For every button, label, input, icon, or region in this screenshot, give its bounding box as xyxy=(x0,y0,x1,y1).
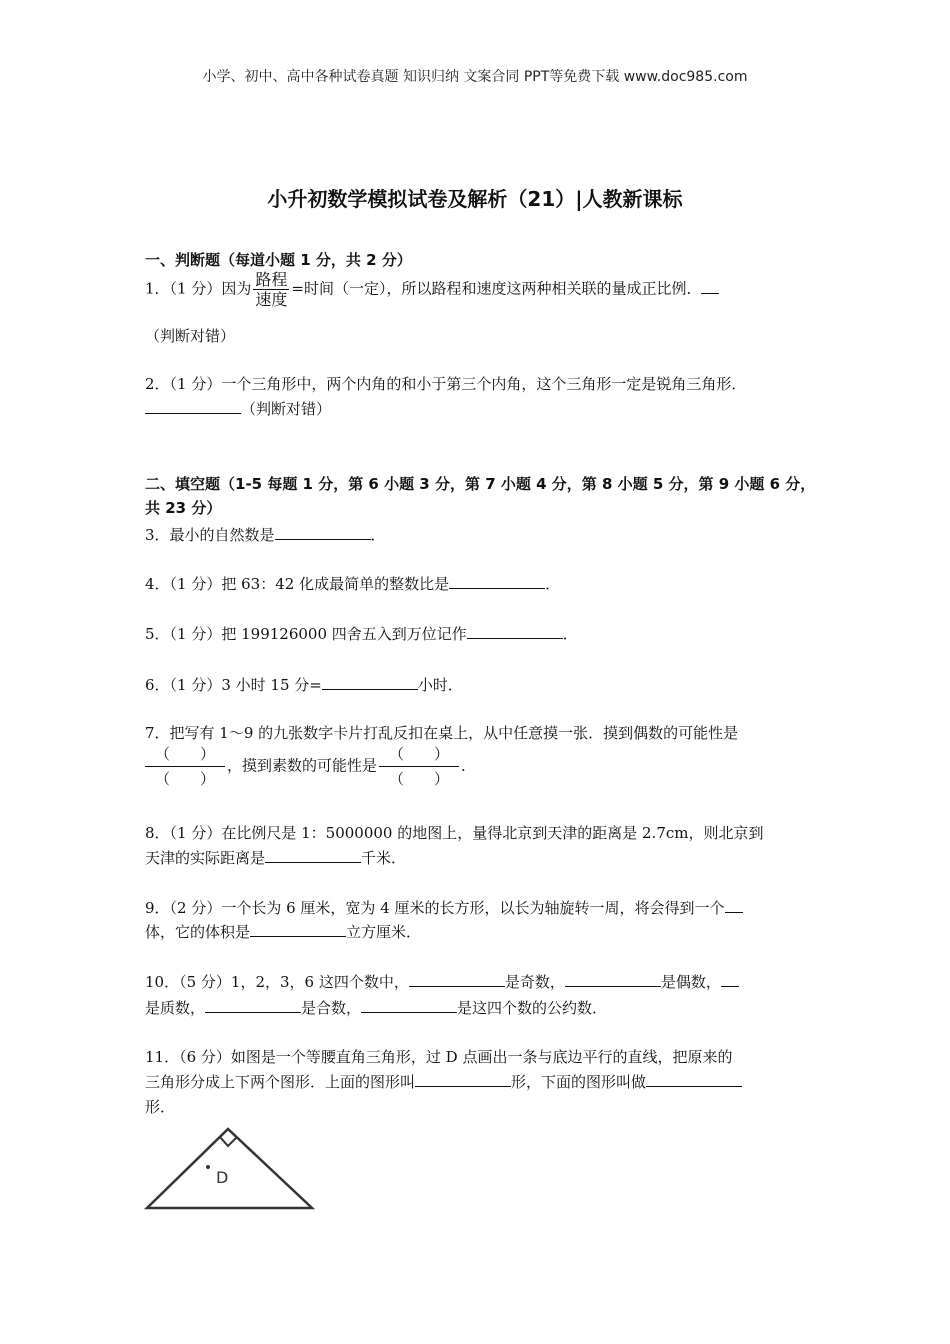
question-5 xyxy=(145,623,578,644)
q7-end: ． xyxy=(461,756,477,775)
q10-composite-blank[interactable] xyxy=(205,997,301,1013)
point-d-label: D xyxy=(216,1168,229,1187)
isosceles-right-triangle-figure xyxy=(140,1120,325,1215)
q9-volume-blank[interactable] xyxy=(250,921,346,937)
q8-line2b: 千米． xyxy=(361,849,407,867)
q6-end: 小时． xyxy=(417,676,463,694)
q1-frac-den: 速度 xyxy=(255,290,288,309)
q1-suffix: =时间（一定），所以路程和速度这两种相关联的量成正比例． xyxy=(291,279,702,298)
q10-prime-blank[interactable] xyxy=(721,971,739,987)
q4-answer-blank[interactable] xyxy=(449,573,545,589)
page-title: 小升初数学模拟试卷及解析（21）|人教新课标 xyxy=(267,187,683,211)
q2-line2: （判断对错） xyxy=(241,400,332,418)
q1-line2: （判断对错） xyxy=(145,327,236,345)
q11-line3: 形． xyxy=(145,1098,176,1116)
q2-line2-wrap xyxy=(145,398,331,419)
q10-l1a: 10．（5 分）1，2，3，6 这四个数中， xyxy=(145,973,409,991)
q8-line2 xyxy=(145,847,406,868)
q7-even-num[interactable]: （ ） xyxy=(145,742,225,767)
q6-text: 6．（1 分）3 小时 15 分= xyxy=(145,676,322,694)
q7-prime-num[interactable]: （ ） xyxy=(379,742,459,767)
q11-line1: 11．（6 分）如图是一个等腰直角三角形，过 D 点画出一条与底边平行的直线，把原来的 xyxy=(145,1048,733,1066)
q11-line2 xyxy=(145,1071,742,1092)
q4-end: ． xyxy=(545,575,561,593)
q10-line2 xyxy=(145,997,607,1018)
q10-even-blank[interactable] xyxy=(565,971,661,987)
q10-l2b: 是合数， xyxy=(301,999,362,1017)
page-header: 小学、初中、高中各种试卷真题 知识归纳 文案合同 PPT等免费下载 www.doc985.com xyxy=(202,69,748,85)
section-2-heading-line2: 共 23 分） xyxy=(145,499,222,517)
q11-line2a: 三角形分成上下两个图形．上面的图形叫 xyxy=(145,1073,416,1091)
q9-line2 xyxy=(145,921,421,942)
q5-text: 5．（1 分）把 199126000 四舍五入到万位记作 xyxy=(145,625,467,643)
q9-line1: 9．（2 分）一个长为 6 厘米，宽为 4 厘米的长方形，以长为轴旋转一周，将会得到一个 xyxy=(145,899,725,917)
point-d-dot xyxy=(206,1165,210,1169)
q1-answer-blank[interactable] xyxy=(701,278,719,294)
q1-prefix: 1．（1 分）因为 xyxy=(145,279,252,298)
triangle-outline xyxy=(147,1129,312,1208)
q7-even-fraction[interactable] xyxy=(145,742,225,791)
q7-mid: ，摸到素数的可能性是 xyxy=(227,756,378,775)
q3-text: 3．最小的自然数是 xyxy=(145,526,275,544)
q7-line2 xyxy=(143,742,476,791)
q10-odd-blank[interactable] xyxy=(409,971,505,987)
q11-line2b: 形，下面的图形叫做 xyxy=(511,1073,647,1091)
q7-even-den[interactable]: （ ） xyxy=(154,770,215,788)
q3-end: ． xyxy=(370,526,386,544)
question-1 xyxy=(145,270,719,309)
q8-line2a: 天津的实际距离是 xyxy=(145,849,266,867)
q9-line2b: 立方厘米． xyxy=(346,923,422,941)
q7-prime-den[interactable]: （ ） xyxy=(389,770,450,788)
q7-prime-fraction[interactable] xyxy=(379,742,459,791)
section-2-heading-line1: 二、填空题（1-5 每题 1 分，第 6 小题 3 分，第 7 小题 4 分，第 8 小题 5 分，第 9 小题 6 分， xyxy=(145,475,816,493)
question-3 xyxy=(145,524,386,545)
right-angle-mark xyxy=(220,1137,237,1146)
q11-upper-shape-blank[interactable] xyxy=(415,1071,511,1087)
q7-line1: 7．把写有 1～9 的九张数字卡片打乱反扣在桌上，从中任意摸一张．摸到偶数的可能性是 xyxy=(145,724,739,742)
question-6 xyxy=(145,674,463,695)
q11-lower-shape-blank[interactable] xyxy=(646,1071,742,1087)
q10-l1b: 是奇数， xyxy=(504,973,565,991)
q10-l2c: 是这四个数的公约数． xyxy=(457,999,608,1017)
q5-end: ． xyxy=(562,625,578,643)
q2-line1: 2．（1 分）一个三角形中，两个内角的和小于第三个内角，这个三角形一定是锐角三角形． xyxy=(145,375,747,393)
q10-line1 xyxy=(145,971,739,992)
q2-answer-blank[interactable] xyxy=(145,398,241,414)
q10-l1c: 是偶数， xyxy=(660,973,721,991)
q9-shape-blank[interactable] xyxy=(725,897,743,913)
q10-l2a: 是质数， xyxy=(145,999,206,1017)
section-1-heading: 一、判断题（每道小题 1 分，共 2 分） xyxy=(145,251,412,269)
q9-line1-wrap xyxy=(145,897,743,918)
q5-answer-blank[interactable] xyxy=(467,623,563,639)
q9-line2a: 体，它的体积是 xyxy=(145,923,251,941)
q8-line1: 8．（1 分）在比例尺是 1：5000000 的地图上，量得北京到天津的距离是 2.7cm，则北京到 xyxy=(145,824,764,842)
question-4 xyxy=(145,573,560,594)
q3-answer-blank[interactable] xyxy=(275,524,371,540)
q8-answer-blank[interactable] xyxy=(265,847,361,863)
q1-frac-num: 路程 xyxy=(255,270,288,289)
q6-answer-blank[interactable] xyxy=(322,674,418,690)
q4-text: 4．（1 分）把 63：42 化成最简单的整数比是 xyxy=(145,575,450,593)
q1-fraction xyxy=(253,270,289,309)
q10-divisor-blank[interactable] xyxy=(361,997,457,1013)
